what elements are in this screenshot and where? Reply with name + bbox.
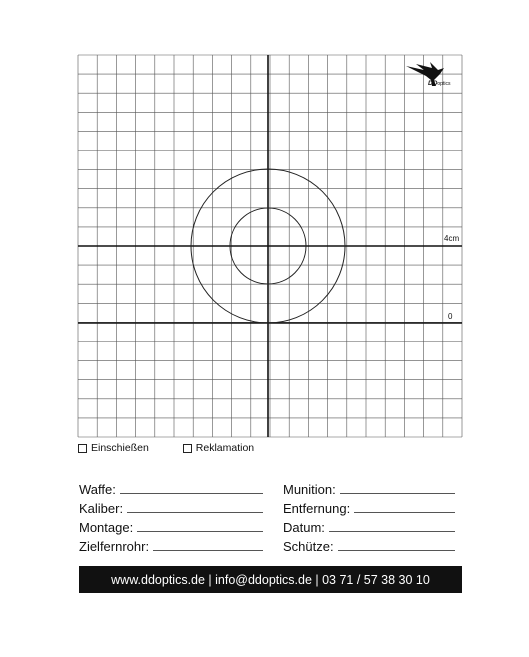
field-label: Montage: (79, 520, 134, 535)
field-entfernung[interactable] (271, 501, 463, 516)
field-label: Entfernung: (283, 501, 351, 516)
field-line[interactable] (329, 531, 455, 532)
field-line[interactable] (127, 512, 263, 513)
field-line[interactable] (354, 512, 455, 513)
field-label: Waffe: (79, 482, 116, 497)
scale-label-0: 0 (448, 312, 453, 321)
form-row (79, 535, 463, 554)
logo-brand: DD (428, 80, 438, 87)
field-zielfernrohr[interactable] (79, 539, 271, 554)
field-montage[interactable] (79, 520, 271, 535)
field-kaliber[interactable] (79, 501, 271, 516)
logo-suffix: optics (437, 81, 451, 87)
checkbox-box[interactable] (183, 444, 192, 453)
field-schuetze[interactable] (271, 539, 463, 554)
form-row (79, 516, 463, 535)
field-label: Munition: (283, 482, 336, 497)
logo-wordmark (428, 80, 450, 87)
checkbox-label: Reklamation (195, 442, 255, 454)
form-fields (79, 478, 463, 554)
field-line[interactable] (137, 531, 263, 532)
footer-bar (79, 566, 462, 593)
field-line[interactable] (153, 550, 263, 551)
field-label: Kaliber: (79, 501, 124, 516)
field-datum[interactable] (271, 520, 463, 535)
scale-label-4cm: 4cm (444, 234, 460, 243)
checkbox-group (78, 442, 254, 454)
field-label: Schütze: (283, 539, 334, 554)
footer-contact: www.ddoptics.de | info@ddoptics.de | 03 71 / 57 38 30 10 (111, 572, 430, 587)
field-line[interactable] (340, 493, 455, 494)
checkbox-reklamation[interactable] (183, 442, 254, 454)
field-label: Datum: (283, 520, 325, 535)
field-munition[interactable] (271, 482, 463, 497)
form-row (79, 478, 463, 497)
form-row (79, 497, 463, 516)
checkbox-label: Einschießen (91, 442, 149, 454)
field-line[interactable] (338, 550, 455, 551)
checkbox-einschiessen[interactable] (78, 442, 149, 454)
field-waffe[interactable] (79, 482, 271, 497)
field-label: Zielfernrohr: (79, 539, 150, 554)
field-line[interactable] (120, 493, 263, 494)
checkbox-box[interactable] (78, 444, 87, 453)
